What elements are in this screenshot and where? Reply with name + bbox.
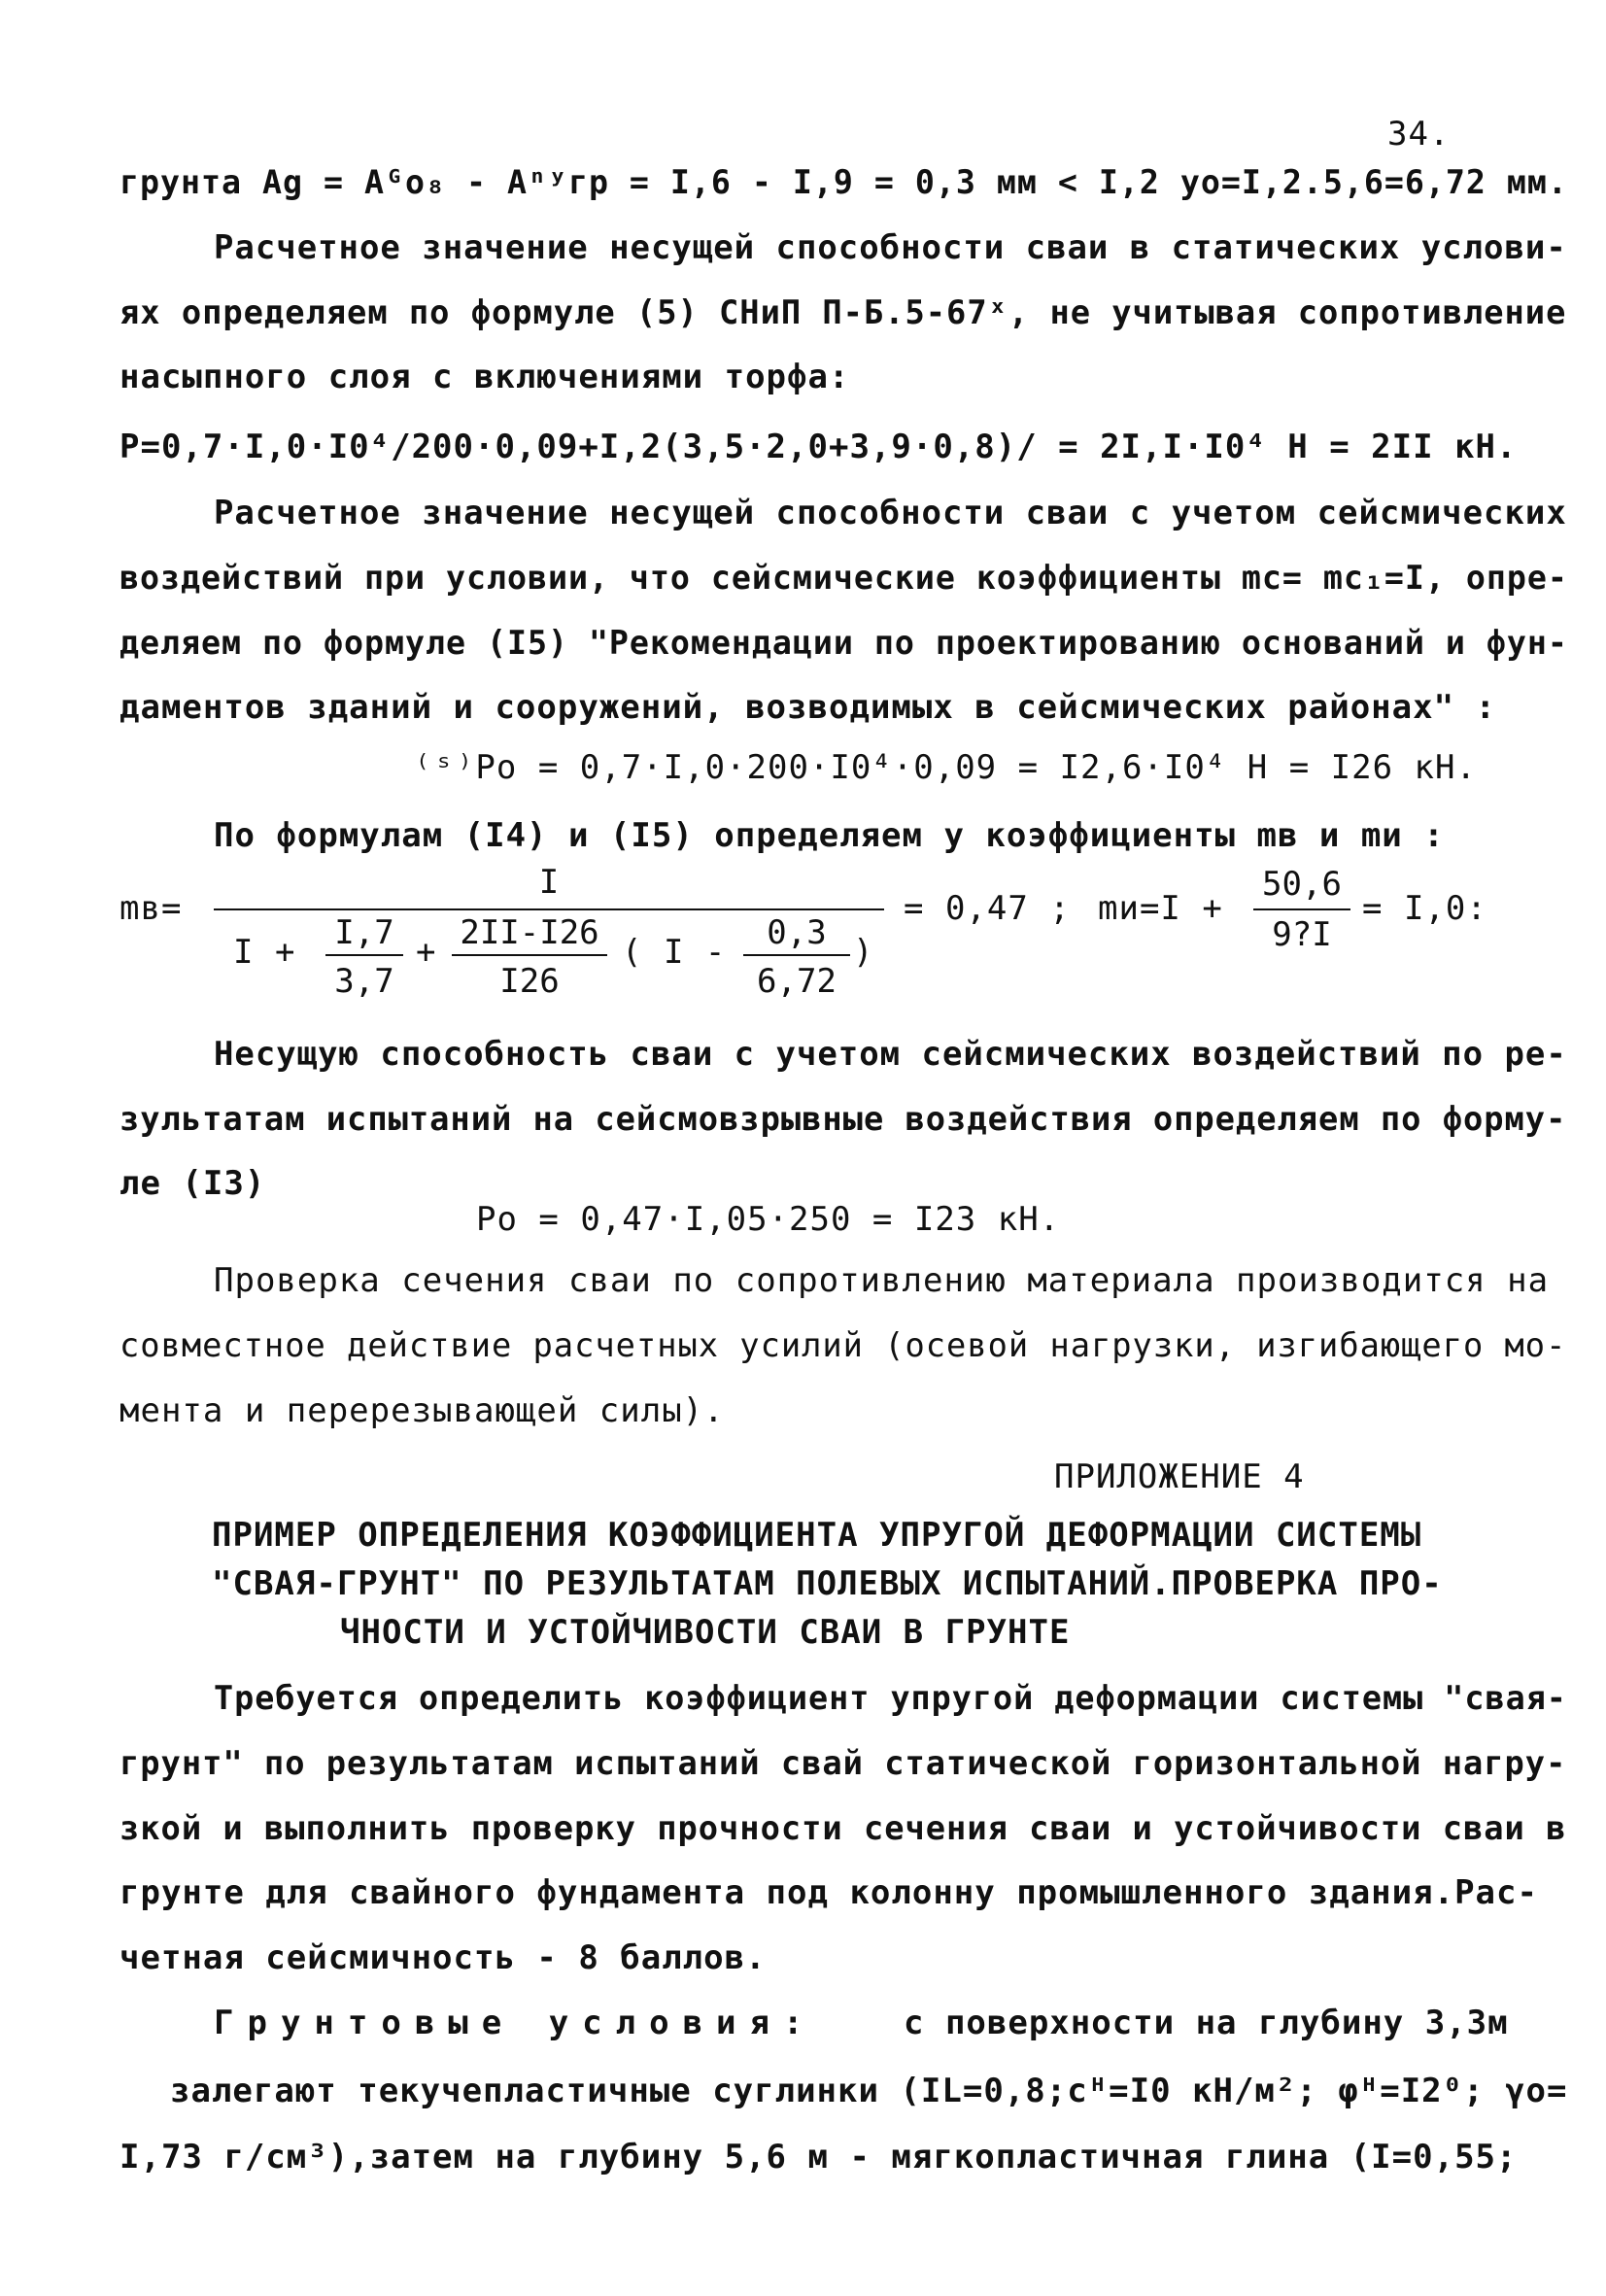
page-number: 34. (1387, 115, 1451, 154)
paragraph-line: грунта Ag = Aᴳо₈ - Aⁿʸгр = I,6 - I,9 = 0,3 мм < I,2 yo=I,2.5,6=6,72 мм. (120, 163, 1568, 202)
subfraction-denominator: I26 (499, 962, 560, 1001)
paragraph-line: ях определяем по формуле (5) СНиП П-Б.5-67ˣ, не учитывая сопротивление (120, 293, 1567, 332)
rhs-bar (1253, 908, 1350, 910)
subfraction-numerator: I,7 (334, 913, 394, 952)
rhs-numerator: 50,6 (1262, 865, 1342, 904)
paragraph-line: четная сейсмичность - 8 баллов. (120, 1938, 767, 1977)
paragraph-line: мента и перерезывающей силы). (120, 1391, 725, 1430)
fraction-numerator: I (538, 863, 560, 902)
paragraph-line: Требуется определить коэффициент упругой деформации системы "свая- (214, 1679, 1567, 1718)
paragraph-line: залегают текучепластичные суглинки (IL=0,8;cᴴ=I0 кН/м²; φᴴ=I2⁰; γo= (170, 2072, 1568, 2110)
subfraction-bar (452, 954, 607, 956)
subfraction-numerator: 2II-I26 (460, 913, 599, 952)
subfraction-denominator: 6,72 (757, 962, 837, 1001)
paragraph-line: совместное действие расчетных усилий (осевой нагрузки, изгибающего мо- (120, 1326, 1567, 1365)
paragraph-line: ле (I3) (120, 1164, 266, 1203)
paragraph-line: Проверка сечения сваи по сопротивлению материала производится на (214, 1261, 1550, 1300)
subfraction-denominator: 3,7 (334, 962, 394, 1001)
paragraph-line: с поверхности на глубину 3,3м (904, 2004, 1509, 2042)
rhs-denominator: 9?I (1272, 915, 1332, 954)
subfraction-bar (325, 954, 403, 956)
fraction-bar (214, 908, 884, 910)
denominator-prefix: I + (233, 933, 296, 972)
formula-lhs: mв= (120, 889, 183, 928)
paragraph-line: зкой и выполнить проверку прочности сечения сваи и устойчивости сваи в (120, 1809, 1567, 1848)
paragraph-line: зультатам испытаний на сейсмовзрывные воздействия определяем по форму- (120, 1100, 1567, 1139)
paragraph-line: деляем по формуле (I5) "Рекомендации по проектированию оснований и фун- (120, 624, 1568, 663)
appendix-title: ПРИМЕР ОПРЕДЕЛЕНИЯ КОЭФФИЦИЕНТА УПРУГОЙ ДЕФОРМАЦИИ СИСТЕМЫ (212, 1516, 1422, 1555)
formula-result: = 0,47 ; (904, 889, 1071, 928)
paragraph-line: Расчетное значение несущей способности сваи с учетом сейсмических (214, 494, 1567, 532)
appendix-label: ПРИЛОЖЕНИЕ 4 (1054, 1457, 1305, 1496)
paren-close: ) (853, 933, 874, 972)
appendix-title: "СВАЯ-ГРУНТ" ПО РЕЗУЛЬТАТАМ ПОЛЕВЫХ ИСПЫТАНИЙ.ПРОВЕРКА ПРО- (212, 1564, 1443, 1603)
formula-line: P=0,7·I,0·I0⁴/200·0,09+I,2(3,5·2,0+3,9·0,8)/ = 2I,I·I0⁴ H = 2II кН. (120, 428, 1518, 466)
paragraph-line: грунте для свайного фундамента под колонну промышленного здания.Рас- (120, 1873, 1538, 1912)
formula-line: ⁽ˢ⁾Po = 0,7·I,0·200·I0⁴·0,09 = I2,6·I0⁴ H = I26 кН. (413, 748, 1477, 787)
rhs-result: = I,0: (1362, 889, 1487, 928)
paragraph-line: По формулам (I4) и (I5) определяем у коэффициенты mв и mи : (214, 816, 1445, 855)
subfraction-bar (743, 954, 850, 956)
formula-line: Po = 0,47·I,05·250 = I23 кН. (476, 1200, 1061, 1239)
paragraph-line: Несущую способность сваи с учетом сейсмических воздействий по ре- (214, 1035, 1567, 1074)
appendix-title: ЧНОСТИ И УСТОЙЧИВОСТИ СВАИ В ГРУНТЕ (340, 1613, 1071, 1652)
paragraph-line: I,73 г/см³),затем на глубину 5,6 м - мягкопластичная глина (I=0,55; (120, 2138, 1518, 2176)
paragraph-line: Расчетное значение несущей способности сваи в статических услови- (214, 228, 1567, 267)
formula-rhs-lhs: mи=I + (1098, 889, 1223, 928)
section-heading: Грунтовые условия: (214, 2004, 817, 2042)
paragraph-line: воздействий при условии, что сейсмические коэффициенты mc= mc₁=I, опре- (120, 559, 1568, 598)
subfraction-numerator: 0,3 (767, 913, 827, 952)
paragraph-line: насыпного слоя с включениями торфа: (120, 358, 850, 396)
paragraph-line: даментов зданий и сооружений, возводимых в сейсмических районах" : (120, 688, 1497, 727)
plus-sign: + (416, 933, 437, 972)
paren-open: ( I - (622, 933, 727, 972)
paragraph-line: грунт" по результатам испытаний свай статической горизонтальной нагру- (120, 1744, 1567, 1783)
